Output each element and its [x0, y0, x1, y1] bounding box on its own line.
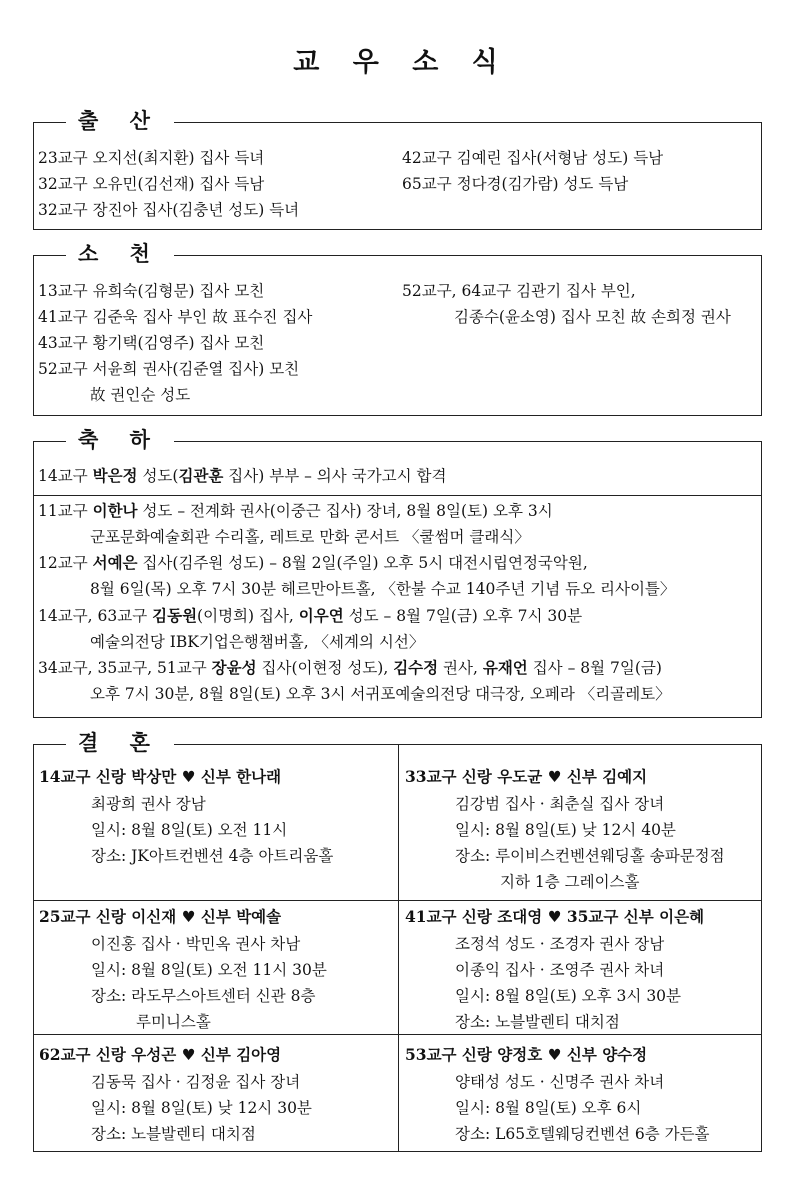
- wedding-detail: 일시: 8월 8일(토) 낮 12시 40분: [455, 821, 676, 839]
- wedding-detail: 일시: 8월 8일(토) 오전 11시 30분: [91, 961, 327, 979]
- congrats-item: 11교구 이한나 성도 – 전계화 권사(이중근 집사) 장녀, 8월 8일(토) 오후 3시: [38, 501, 553, 520]
- birth-item: 65교구 정다경(김가람) 성도 득남: [402, 175, 629, 193]
- funeral-item-cont: 김종수(윤소영) 집사 모친 故 손희정 권사: [454, 308, 731, 326]
- birth-item: 23교구 오지선(최지환) 집사 득녀: [38, 149, 265, 167]
- wedding-title: 14교구 신랑 박상만 ♥ 신부 한나래: [39, 767, 282, 786]
- funeral-item-cont: 故 권인순 성도: [90, 386, 191, 404]
- congrats-item: 34교구, 35교구, 51교구 장윤성 집사(이현정 성도), 김수정 권사, 유재언 집사 – 8월 7일(금): [38, 658, 662, 677]
- congrats-item: 14교구 박은정 성도(김관훈 집사) 부부 – 의사 국가고시 합격: [38, 466, 447, 485]
- wedding-title: 62교구 신랑 우성곤 ♥ 신부 김아영: [39, 1045, 282, 1064]
- congrats-item-cont: 예술의전당 IBK기업은행챔버홀, 〈세계의 시선〉: [90, 633, 425, 651]
- birth-item: 32교구 오유민(김선재) 집사 득남: [38, 175, 265, 193]
- congrats-item: 12교구 서예은 집사(김주원 성도) – 8월 2일(주일) 오후 5시 대전시립연정국악원,: [38, 553, 588, 572]
- funeral-item: 52교구 서윤희 권사(김준열 집사) 모친: [38, 360, 300, 378]
- funeral-heading: 소 천: [66, 241, 174, 267]
- birth-section: [33, 122, 762, 230]
- divider: [34, 1034, 761, 1035]
- funeral-item: 43교구 황기택(김영주) 집사 모친: [38, 334, 265, 352]
- congrats-heading: 축 하: [66, 427, 174, 453]
- funeral-item: 13교구 유희숙(김형문) 집사 모친: [38, 282, 265, 300]
- wedding-detail: 양태성 성도 · 신명주 권사 차녀: [455, 1073, 665, 1091]
- birth-item: 32교구 장진아 집사(김충년 성도) 득녀: [38, 201, 300, 219]
- congrats-item-cont: 군포문화예술회관 수리홀, 레트로 만화 콘서트 〈쿨썸머 클래식〉: [90, 528, 530, 546]
- wedding-detail: 이종익 집사 · 조영주 권사 차녀: [455, 961, 665, 979]
- wedding-detail: 장소: 루이비스컨벤션웨딩홀 송파문정점: [455, 847, 725, 865]
- wedding-detail: 김강범 집사 · 최춘실 집사 장녀: [455, 795, 665, 813]
- wedding-detail: 김동묵 집사 · 김정윤 집사 장녀: [91, 1073, 301, 1091]
- wedding-detail: 장소: 노블발렌티 대치점: [455, 1013, 620, 1031]
- wedding-detail: 일시: 8월 8일(토) 오전 11시: [91, 821, 288, 839]
- congrats-section: [33, 441, 762, 718]
- birth-item: 42교구 김예린 집사(서형남 성도) 득남: [402, 149, 664, 167]
- wedding-detail: 장소: 노블발렌티 대치점: [91, 1125, 256, 1143]
- wedding-title: 33교구 신랑 우도균 ♥ 신부 김예지: [405, 767, 648, 786]
- funeral-item: 52교구, 64교구 김관기 집사 부인,: [402, 282, 636, 300]
- wedding-detail: 장소: 라도무스아트센터 신관 8층: [91, 987, 316, 1005]
- wedding-detail: 일시: 8월 8일(토) 오후 6시: [455, 1099, 642, 1117]
- congrats-item-cont: 오후 7시 30분, 8월 8일(토) 오후 3시 서귀포예술의전당 대극장, 오페라 〈리골레토〉: [90, 685, 671, 703]
- divider: [34, 495, 761, 496]
- congrats-item: 14교구, 63교구 김동원(이명희) 집사, 이우연 성도 – 8월 7일(금) 오후 7시 30분: [38, 606, 583, 625]
- wedding-heading: 결 혼: [66, 730, 174, 756]
- congrats-item-cont: 8월 6일(목) 오후 7시 30분 헤르만아트홀, 〈한불 수교 140주년 기념 듀오 리사이틀〉: [90, 580, 676, 598]
- wedding-title: 41교구 신랑 조대영 ♥ 35교구 신부 이은혜: [405, 907, 705, 926]
- divider: [34, 900, 761, 901]
- wedding-section: [33, 744, 762, 1152]
- wedding-detail: 조정석 성도 · 조경자 권사 장남: [455, 935, 665, 953]
- page-title: 교 우 소 식: [293, 47, 510, 78]
- wedding-detail: 일시: 8월 8일(토) 오후 3시 30분: [455, 987, 682, 1005]
- wedding-detail-cont: 루미니스홀: [136, 1013, 211, 1031]
- wedding-title: 25교구 신랑 이신재 ♥ 신부 박예솔: [39, 907, 282, 926]
- wedding-detail: 이진홍 집사 · 박민옥 권사 차남: [91, 935, 301, 953]
- wedding-detail: 최광희 권사 장남: [91, 795, 206, 813]
- funeral-item: 41교구 김준욱 집사 부인 故 표수진 집사: [38, 308, 313, 326]
- divider: [398, 745, 399, 1151]
- wedding-title: 53교구 신랑 양정호 ♥ 신부 양수정: [405, 1045, 648, 1064]
- wedding-detail: 장소: JK아트컨벤션 4층 아트리움홀: [91, 847, 334, 865]
- birth-heading: 출 산: [66, 108, 174, 134]
- funeral-section: [33, 255, 762, 416]
- wedding-detail: 일시: 8월 8일(토) 낮 12시 30분: [91, 1099, 312, 1117]
- wedding-detail: 장소: L65호텔웨딩컨벤션 6층 가든홀: [455, 1125, 710, 1143]
- wedding-detail-cont: 지하 1층 그레이스홀: [500, 873, 640, 891]
